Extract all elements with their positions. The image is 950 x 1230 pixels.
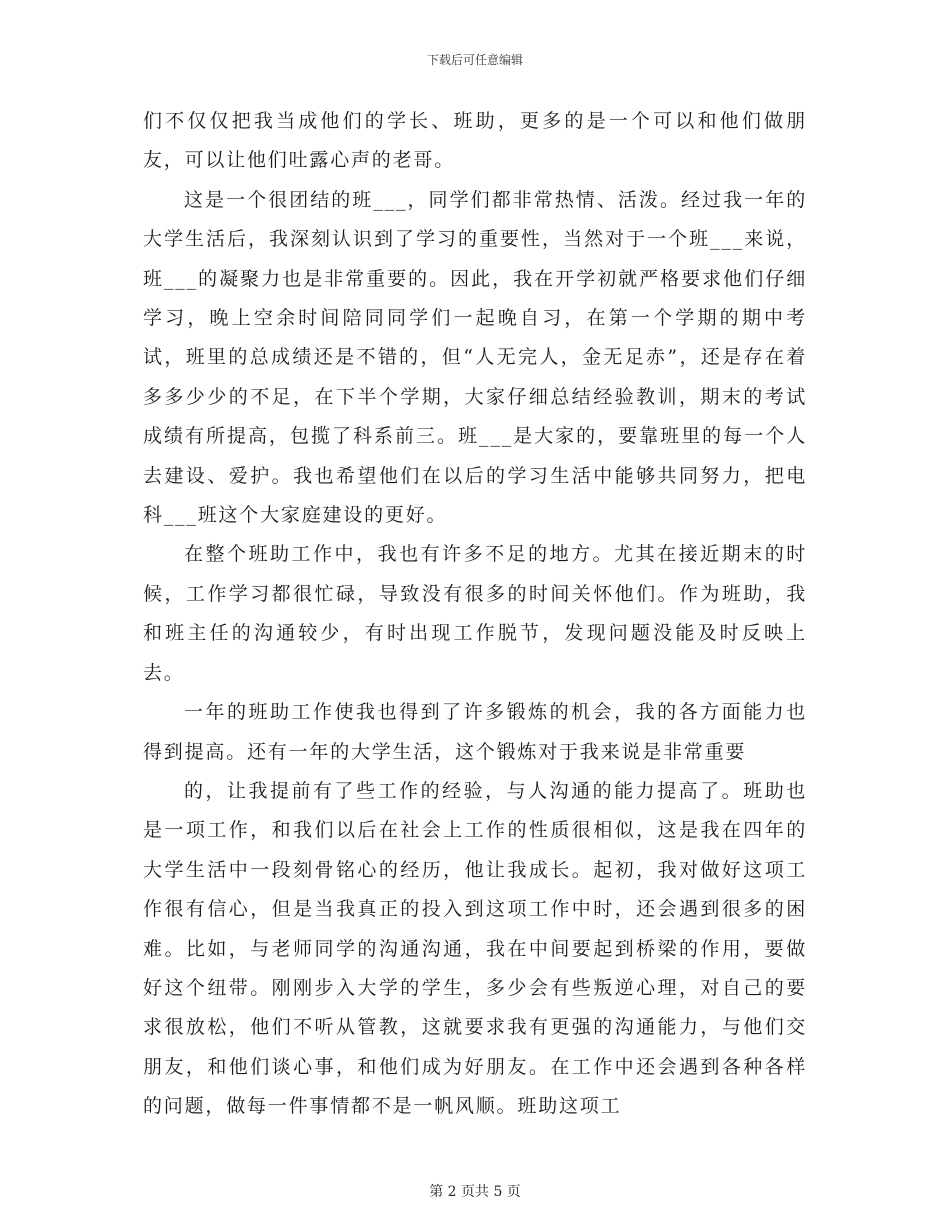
paragraph-experience-continued: 的，让我提前有了些工作的经验，与人沟通的能力提高了。班助也是一项工作，和我们以后在社会上工作的性质很相似，这是我在四年的大学生活中一段刻骨铭心的经历，他让我成长。起初，我对做好这项工作很有信心，但是当我真正的投入到这项工作中时，还会遇到很多的困难。比如，与老师同学的沟通沟通，我在中间要起到桥梁的作用，要做好这个纽带。刚刚步入大学的学生，多少会有些叛逆心理，对自己的要求很放松，他们不听从管教，这就要求我有更强的沟通能力，与他们交朋友，和他们谈心事，和他们成为好朋友。在工作中还会遇到各种各样的问题，做每一件事情都不是一帆风顺。班助这项工	[143, 779, 807, 1118]
paragraph-continuation: 们不仅仅把我当成他们的学长、班助，更多的是一个可以和他们做朋友，可以让他们吐露心声的老哥。	[143, 110, 807, 172]
paragraph-experience: 一年的班助工作使我也得到了许多锻炼的机会，我的各方面能力也得到提高。还有一年的大学生活，这个锻炼对于我来说是非常重要	[143, 701, 807, 763]
document-body	[143, 102, 807, 1127]
paragraph-shortcomings: 在整个班助工作中，我也有许多不足的地方。尤其在接近期末的时候，工作学习都很忙碌，导致没有很多的时间关怀他们。作为班助，我和班主任的沟通较少，有时出现工作脱节，发现问题没能及时反映上去。	[143, 543, 807, 684]
page-number-footer: 第 2 页共 5 页	[429, 1184, 521, 1200]
paragraph-class-unity: 这是一个很团结的班___，同学们都非常热情、活泼。经过我一年的大学生活后，我深刻认识到了学习的重要性，当然对于一个班___来说，班___的凝聚力也是非常重要的。因此，我在开学初就严格要求他们仔细学习，晚上空余时间陪同同学们一起晚自习，在第一个学期的期中考试，班里的总成绩还是不错的，但“人无完人，金无足赤”，还是存在着多多少少的不足，在下半个学期，大家仔细总结经验教训，期末的考试成绩有所提高，包揽了科系前三。班___是大家的，要靠班里的每一个人去建设、爱护。我也希望他们在以后的学习生活中能够共同努力，把电科___班这个大家庭建设的更好。	[143, 188, 807, 527]
page-header: 下载后可任意编辑	[426, 53, 523, 67]
